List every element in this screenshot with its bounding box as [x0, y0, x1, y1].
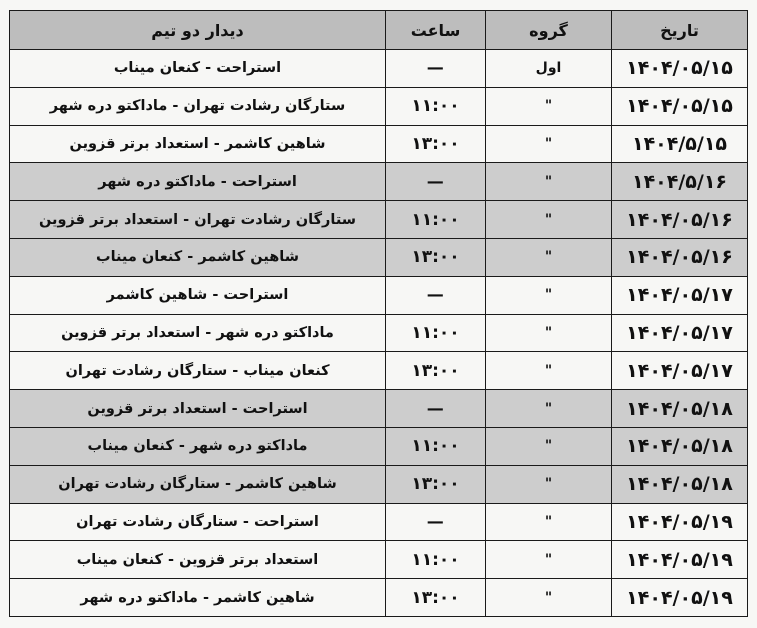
match-cell: شاهین کاشمر - ماداکتو دره شهر [10, 579, 386, 617]
match-cell: ستارگان رشادت تهران - استعداد برتر قزوین [10, 201, 386, 239]
header-match: دیدار دو تیم [10, 11, 386, 50]
time-cell: ۱۱:۰۰ [386, 201, 486, 239]
group-cell: " [486, 125, 612, 163]
header-row [10, 11, 748, 50]
table-row [10, 352, 748, 390]
time-cell: ۱۳:۰۰ [386, 465, 486, 503]
date-cell: ۱۴۰۴/۰۵/۱۷ [612, 276, 748, 314]
group-cell: " [486, 541, 612, 579]
table-row [10, 50, 748, 88]
date-cell: ۱۴۰۴/۵/۱۵ [612, 125, 748, 163]
date-cell: ۱۴۰۴/۰۵/۱۹ [612, 579, 748, 617]
table-row [10, 390, 748, 428]
time-cell: ۱۳:۰۰ [386, 352, 486, 390]
match-cell: استراحت - شاهین کاشمر [10, 276, 386, 314]
table-row [10, 503, 748, 541]
date-cell: ۱۴۰۴/۰۵/۱۷ [612, 314, 748, 352]
match-cell: کنعان میناب - ستارگان رشادت تهران [10, 352, 386, 390]
group-cell: " [486, 314, 612, 352]
time-cell: — [386, 50, 486, 88]
table-row [10, 541, 748, 579]
date-cell: ۱۴۰۴/۰۵/۱۹ [612, 541, 748, 579]
time-cell: — [386, 390, 486, 428]
time-cell: ۱۳:۰۰ [386, 125, 486, 163]
group-cell: " [486, 427, 612, 465]
time-cell: ۱۱:۰۰ [386, 427, 486, 465]
table-row [10, 163, 748, 201]
group-cell: " [486, 201, 612, 239]
time-cell: ۱۳:۰۰ [386, 579, 486, 617]
date-cell: ۱۴۰۴/۰۵/۱۸ [612, 427, 748, 465]
table-row [10, 276, 748, 314]
table-row [10, 125, 748, 163]
date-cell: ۱۴۰۴/۰۵/۱۶ [612, 201, 748, 239]
match-cell: استعداد برتر قزوین - کنعان میناب [10, 541, 386, 579]
group-cell: " [486, 87, 612, 125]
header-date: تاریخ [612, 11, 748, 50]
group-cell: " [486, 352, 612, 390]
time-cell: ۱۱:۰۰ [386, 541, 486, 579]
match-cell: ستارگان رشادت تهران - ماداکتو دره شهر [10, 87, 386, 125]
date-cell: ۱۴۰۴/۰۵/۱۵ [612, 50, 748, 88]
table-row [10, 465, 748, 503]
group-cell: " [486, 276, 612, 314]
date-cell: ۱۴۰۴/۰۵/۱۵ [612, 87, 748, 125]
group-cell: " [486, 163, 612, 201]
group-cell: " [486, 238, 612, 276]
table-row [10, 238, 748, 276]
group-cell: " [486, 503, 612, 541]
table-row [10, 201, 748, 239]
date-cell: ۱۴۰۴/۰۵/۱۸ [612, 390, 748, 428]
table-row [10, 579, 748, 617]
schedule-body [10, 50, 748, 617]
time-cell: — [386, 163, 486, 201]
table-row [10, 87, 748, 125]
date-cell: ۱۴۰۴/۵/۱۶ [612, 163, 748, 201]
match-cell: استراحت - ستارگان رشادت تهران [10, 503, 386, 541]
time-cell: — [386, 276, 486, 314]
match-cell: استراحت - ماداکتو دره شهر [10, 163, 386, 201]
match-cell: شاهین کاشمر - کنعان میناب [10, 238, 386, 276]
time-cell: — [386, 503, 486, 541]
header-time: ساعت [386, 11, 486, 50]
time-cell: ۱۱:۰۰ [386, 87, 486, 125]
date-cell: ۱۴۰۴/۰۵/۱۶ [612, 238, 748, 276]
time-cell: ۱۳:۰۰ [386, 238, 486, 276]
date-cell: ۱۴۰۴/۰۵/۱۸ [612, 465, 748, 503]
group-cell: " [486, 579, 612, 617]
group-cell: اول [486, 50, 612, 88]
table-row [10, 314, 748, 352]
date-cell: ۱۴۰۴/۰۵/۱۷ [612, 352, 748, 390]
match-cell: استراحت - کنعان میناب [10, 50, 386, 88]
match-cell: ماداکتو دره شهر - کنعان میناب [10, 427, 386, 465]
time-cell: ۱۱:۰۰ [386, 314, 486, 352]
header-group: گروه [486, 11, 612, 50]
date-cell: ۱۴۰۴/۰۵/۱۹ [612, 503, 748, 541]
match-cell: شاهین کاشمر - استعداد برتر قزوین [10, 125, 386, 163]
match-schedule-table [9, 10, 748, 617]
match-cell: استراحت - استعداد برتر قزوین [10, 390, 386, 428]
group-cell: " [486, 390, 612, 428]
group-cell: " [486, 465, 612, 503]
table-row [10, 427, 748, 465]
match-cell: ماداکتو دره شهر - استعداد برتر قزوین [10, 314, 386, 352]
match-cell: شاهین کاشمر - ستارگان رشادت تهران [10, 465, 386, 503]
